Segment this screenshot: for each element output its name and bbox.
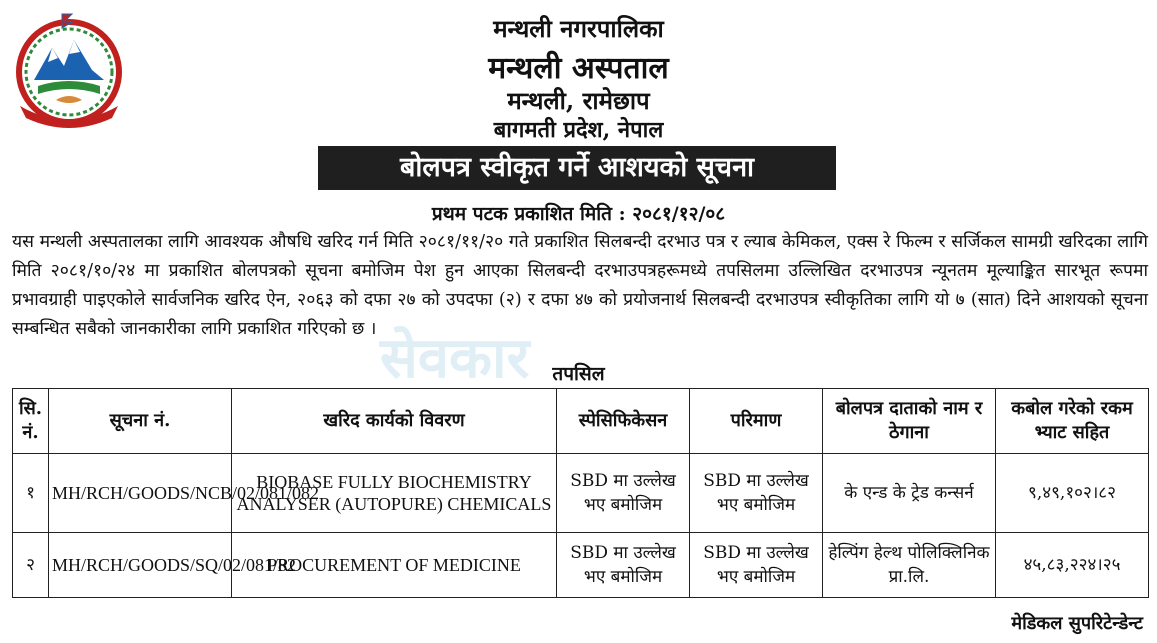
header-specification: स्पेसिफिकेसन: [557, 389, 690, 454]
table-row: [13, 454, 1149, 533]
cell-specification: SBD मा उल्लेख भए बमोजिम: [557, 454, 690, 533]
header-description: खरिद कार्यको विवरण: [232, 389, 557, 454]
table-caption: तपसिल: [552, 363, 605, 385]
cell-notice-no: MH/RCH/GOODS/SQ/02/081/82: [49, 533, 232, 598]
cell-sn: १: [13, 454, 49, 533]
cell-quantity: SBD मा उल्लेख भए बमोजिम: [690, 454, 823, 533]
cell-description: PROCUREMENT OF MEDICINE: [232, 533, 557, 598]
cell-amount: ९,४९,१०२।८२: [996, 454, 1149, 533]
province-line: बागमती प्रदेश, नेपाल: [493, 117, 664, 143]
table-header-row: [13, 389, 1149, 454]
header-amount: कबोल गरेको रकम भ्याट सहित: [996, 389, 1149, 454]
hospital-name: मन्थली अस्पताल: [488, 51, 669, 86]
watermark-logo: सेवकार: [380, 326, 530, 391]
hospital-address: मन्थली, रामेछाप: [507, 86, 650, 115]
header-bidder: बोलपत्र दाताको नाम र ठेगाना: [823, 389, 996, 454]
bid-details-table: [12, 388, 1149, 598]
cell-quantity: SBD मा उल्लेख भए बमोजिम: [690, 533, 823, 598]
municipality-name: मन्थली नगरपालिका: [493, 14, 664, 43]
cell-bidder: के एन्ड के ट्रेड कन्सर्न: [823, 454, 996, 533]
cell-specification: SBD मा उल्लेख भए बमोजिम: [557, 533, 690, 598]
publish-date: प्रथम पटक प्रकाशित मिति : २०८१/१२/०८: [431, 203, 726, 225]
signature-title: मेडिकल सुपरिटेन्डेन्ट: [1011, 613, 1143, 634]
table-row: [13, 533, 1149, 598]
header-quantity: परिमाण: [690, 389, 823, 454]
header-sn: सि. नं.: [13, 389, 49, 454]
cell-notice-no: MH/RCH/GOODS/NCB/02/081/082: [49, 454, 232, 533]
cell-description: BIOBASE FULLY BIOCHEMISTRY ANALYSER (AUTOPURE) CHEMICALS: [232, 454, 557, 533]
notice-body: यस मन्थली अस्पतालका लागि आवश्यक औषधि खरिद गर्न मिति २०८१/११/२० गते प्रकाशित सिलबन्दी दरभाउ पत्र र ल्याब केमिकल, एक्स रे फिल्म र सर्जिकल सामग्री खरिदका लागि मिति २०८१/१०/२४ मा प्रकाशित बोलपत्रको सूचना बमोजिम पेश हुन आएका सिलबन्दी दरभाउपत्रहरूमध्ये तपसिलमा उल्लिखित दरभाउपत्र न्यूनतम मूल्याङ्कित सारभूत रूपमा प्रभावग्राही पाइएकोले सार्वजनिक खरिद ऐन, २०६३ को दफा २७ को उपदफा (२) र दफा ४७ को प्रयोजनार्थ सिलबन्दी दरभाउपत्र स्वीकृतिका लागि यो ७ (सात) दिने आशयको सूचना सम्बन्धित सबैको जानकारीका लागि प्रकाशित गरिएको छ ।: [12, 232, 1148, 339]
cell-amount: ४५,८३,२२४।२५: [996, 533, 1149, 598]
notice-title-banner: बोलपत्र स्वीकृत गर्ने आशयको सूचना: [318, 146, 836, 190]
header-notice-no: सूचना नं.: [49, 389, 232, 454]
cell-sn: २: [13, 533, 49, 598]
cell-bidder: हेल्पिंग हेल्थ पोलिक्लिनिक प्रा.लि.: [823, 533, 996, 598]
